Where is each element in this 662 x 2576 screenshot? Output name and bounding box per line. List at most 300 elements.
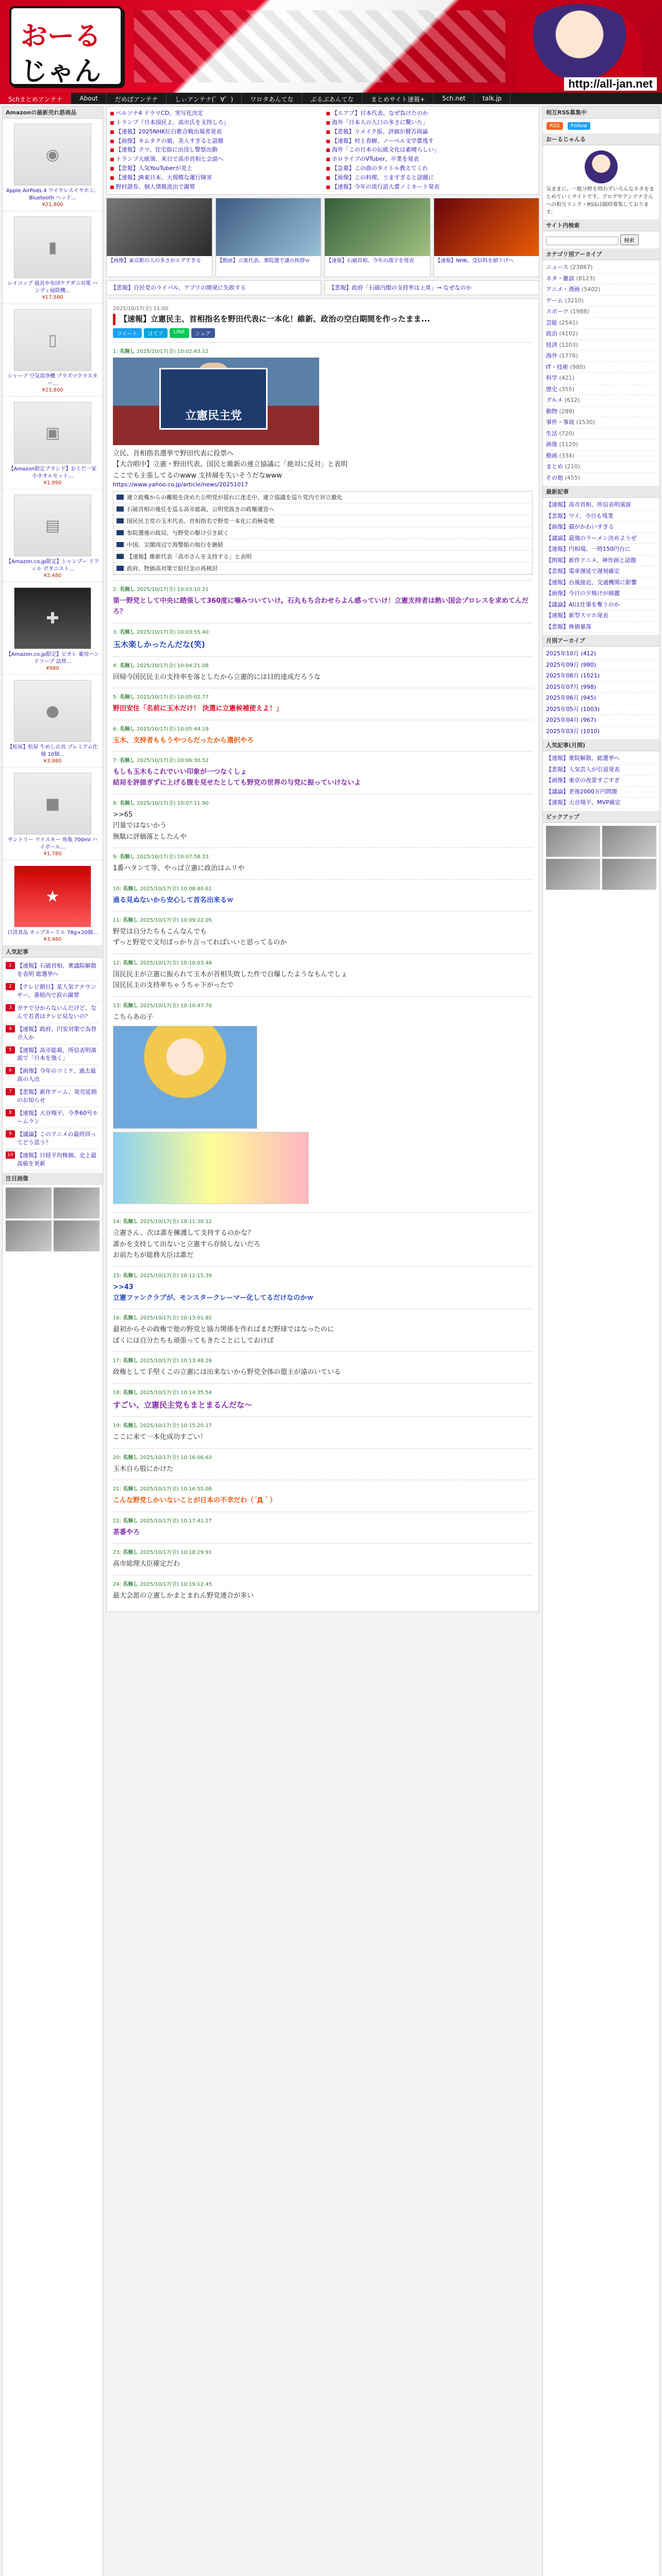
recent-item[interactable]: 【議論】最強のラーメン決めようぜ bbox=[546, 533, 656, 545]
popular-item[interactable] bbox=[6, 960, 100, 981]
popular-item-title[interactable]: 【議論】このアニメの最終回ってどう思う？ bbox=[17, 1131, 96, 1146]
category-name[interactable]: 海外 bbox=[546, 352, 557, 359]
category-item[interactable] bbox=[546, 473, 656, 484]
recent-box-title: 最新記事 bbox=[543, 486, 659, 498]
rank-number: 5 bbox=[6, 1046, 15, 1054]
share-line-button[interactable]: LINE bbox=[170, 328, 189, 338]
product-image: ▯ bbox=[14, 309, 91, 371]
amazon-ad-card[interactable] bbox=[3, 211, 103, 304]
product-price: ¥1,780 bbox=[43, 851, 62, 857]
response-number[interactable]: 6 bbox=[113, 726, 117, 732]
response-body: 立憲さん、次は誰を擁護して支持するのかな？ 誰かを支持して出ないと立憲すら存続しないだろ お前たちが総務大臣は誰だ bbox=[113, 1229, 261, 1260]
response bbox=[113, 1416, 533, 1448]
headline-link[interactable]: ■ 【速報】村上春樹、ノーベル文学賞逃す bbox=[326, 138, 536, 145]
share-hatena-button[interactable]: はてブ bbox=[144, 328, 168, 338]
product-title[interactable]: 【Amazon.co.jp限定】シャンプー リフィル ボタニスト... bbox=[6, 559, 100, 572]
product-price: ¥23,800 bbox=[42, 387, 63, 393]
category-item[interactable] bbox=[546, 417, 656, 429]
category-item[interactable] bbox=[546, 362, 656, 374]
recent-item[interactable]: 【速報】新型スマホ発表 bbox=[546, 611, 656, 622]
category-item[interactable] bbox=[546, 373, 656, 384]
related-news-title[interactable]: 国民民主党の玉木代表、首相指名で野党一本化に消極姿勢 bbox=[127, 518, 274, 525]
next-article-link[interactable]: 【悲報】政府「石破内閣の支持率は上昇」→ なぜなのか bbox=[324, 280, 539, 295]
category-name[interactable]: 科学 bbox=[546, 375, 557, 381]
prev-article-link[interactable]: 【悲報】自民党のライバル、アプリの開発に失敗する bbox=[106, 280, 321, 295]
share-twitter-button[interactable]: ツイート bbox=[113, 328, 142, 338]
category-item[interactable] bbox=[546, 329, 656, 340]
category-name[interactable]: 歴史 bbox=[546, 385, 557, 393]
featured-card[interactable] bbox=[216, 198, 322, 277]
category-count: (1203) bbox=[559, 341, 578, 348]
monthly-item[interactable]: 2025年09月 (980) bbox=[546, 660, 656, 671]
amazon-ad-card[interactable] bbox=[3, 768, 103, 860]
category-count: (5402) bbox=[581, 286, 601, 293]
category-name[interactable]: アニメ・漫画 bbox=[546, 286, 580, 293]
response-date: 2025/10/17(金) 10:08:40.61 bbox=[140, 886, 212, 892]
related-news-item[interactable] bbox=[113, 551, 532, 563]
category-name[interactable]: 政治 bbox=[546, 330, 557, 337]
search-button[interactable]: 検索 bbox=[620, 234, 639, 245]
popular-item-title[interactable]: 【テレビ朝日】某人気アナウンサー、番組内で涙の謝罪 bbox=[17, 983, 96, 998]
product-title[interactable]: レイコップ 寝具や布団ケアダニ対策 ハンディ掃除機... bbox=[7, 281, 98, 294]
site-header bbox=[0, 0, 662, 93]
response-number[interactable]: 14 bbox=[113, 1219, 120, 1225]
response-body: 野党は自分たちもこんなんでも ずっと野党で文句ばっかり言ってればいいと思ってるのか bbox=[113, 928, 287, 947]
response-date: 2025/10/17(金) 10:13:01.82 bbox=[140, 1315, 212, 1321]
category-name[interactable]: 動画 bbox=[546, 452, 557, 459]
category-count: (1776) bbox=[559, 352, 578, 359]
popular-item-title[interactable]: 【速報】石破首相、衆議院解散を表明 総選挙へ bbox=[17, 962, 96, 977]
category-name[interactable]: その他 bbox=[546, 474, 563, 481]
response-date: 2025/10/17(金) 10:05:02.77 bbox=[137, 694, 209, 701]
response-meta bbox=[113, 347, 533, 354]
recent-item[interactable]: 【速報】高市首相、所信表明演説 bbox=[546, 500, 656, 511]
search-input[interactable] bbox=[546, 236, 618, 245]
category-item[interactable] bbox=[546, 307, 656, 318]
response-sep: : bbox=[119, 1315, 123, 1321]
response-number[interactable]: 7 bbox=[113, 757, 117, 764]
featured-image bbox=[434, 198, 539, 256]
product-price: ¥2,480 bbox=[43, 573, 62, 579]
response-name: 名無し bbox=[119, 694, 135, 701]
response-date: 2025/10/17(金) 10:15:20.17 bbox=[140, 1423, 212, 1429]
category-item[interactable] bbox=[546, 318, 656, 329]
nav-item-talk[interactable]: talk.jp bbox=[474, 93, 510, 104]
headline-link[interactable]: ■ 【速報】JR東日本、大規模な運行障害 bbox=[110, 174, 320, 182]
product-price: ¥1,990 bbox=[43, 480, 62, 486]
category-item[interactable] bbox=[546, 340, 656, 351]
category-list bbox=[543, 260, 659, 486]
category-count: (1120) bbox=[559, 441, 578, 448]
response-number[interactable]: 21 bbox=[113, 1486, 120, 1493]
response-body: 野田安住「名前に玉木だけ！ 決選に立憲候補使えよ！」 bbox=[113, 705, 283, 713]
response-number[interactable]: 1 bbox=[113, 348, 117, 354]
category-count: (210) bbox=[565, 463, 581, 470]
headline-link[interactable]: ■ 【速報】クマ、住宅街に出没し警察出動 bbox=[110, 146, 320, 154]
response-sep: : bbox=[119, 1273, 123, 1279]
category-count: (612) bbox=[564, 397, 580, 403]
header-url: http://all-jan.net bbox=[564, 77, 657, 91]
response-date: 2025/10/17(金) 10:09:22.05 bbox=[140, 918, 212, 924]
pickup-box-title: ピックアップ bbox=[543, 811, 659, 823]
response-number[interactable]: 16 bbox=[113, 1315, 120, 1321]
profile-box-title: おーるじゃんる bbox=[543, 133, 659, 145]
recent-item[interactable]: 【悲報】株価暴落 bbox=[546, 622, 656, 633]
category-name[interactable]: ゲーム bbox=[546, 297, 563, 304]
response-number[interactable]: 18 bbox=[113, 1389, 120, 1396]
nav-item-about[interactable]: About bbox=[71, 93, 106, 104]
response-meta bbox=[113, 1421, 533, 1429]
response bbox=[113, 1448, 533, 1480]
product-price: ¥980 bbox=[46, 666, 59, 671]
category-item[interactable] bbox=[546, 284, 656, 296]
response-number[interactable]: 22 bbox=[113, 1518, 120, 1524]
monthly-item[interactable]: 2025年08月 (1021) bbox=[546, 671, 656, 682]
recent-item[interactable]: 【速報】円相場、一時150円台に bbox=[546, 544, 656, 555]
related-news-item[interactable] bbox=[113, 515, 532, 527]
headline-link[interactable]: ■ 【速報】2025NHK紅白歌合戦出場者発表 bbox=[110, 128, 320, 136]
response-date: 2025/10/17(金) 10:13:48.26 bbox=[140, 1358, 212, 1364]
share-buttons bbox=[113, 328, 533, 338]
popular-item-title[interactable]: 【悲報】新作ゲーム、発売延期のお知らせ bbox=[17, 1089, 97, 1104]
category-name[interactable]: 事件・事故 bbox=[546, 419, 574, 426]
nav-item-shii[interactable]: しぃアンテナ(゜∀゜) bbox=[167, 93, 242, 104]
response-number[interactable]: 8 bbox=[113, 800, 117, 806]
response-body: すごい、立憲民主党もまとまるんだな～ bbox=[113, 1400, 253, 1410]
nav-item-damepo[interactable]: だめぽアンテナ bbox=[107, 93, 167, 104]
response-name: 名無し bbox=[123, 886, 139, 892]
popular-item[interactable]: 【速報】大谷翔平、MVP確定 bbox=[546, 798, 656, 809]
popular-item-title[interactable]: 【画像】今年のコミケ、過去最高の人出 bbox=[17, 1067, 96, 1083]
product-image: ◉ bbox=[14, 124, 91, 185]
rss-button[interactable]: RSS bbox=[547, 122, 563, 130]
response bbox=[113, 1543, 533, 1574]
featured-image bbox=[107, 198, 212, 256]
response-meta bbox=[113, 852, 533, 860]
response-number[interactable]: 2 bbox=[113, 587, 117, 593]
category-name[interactable]: IT・技術 bbox=[546, 363, 568, 370]
category-count: (1988) bbox=[570, 308, 589, 315]
popular-item[interactable] bbox=[6, 1149, 100, 1171]
response-sep: : bbox=[119, 960, 123, 966]
response-number[interactable]: 5 bbox=[113, 694, 117, 701]
featured-card[interactable] bbox=[434, 198, 540, 277]
headline-link[interactable]: ■ 【画像】この料理、うますぎると話題に bbox=[326, 174, 536, 182]
response-number[interactable]: 3 bbox=[113, 629, 117, 635]
category-item[interactable] bbox=[546, 462, 656, 473]
monthly-item[interactable]: 2025年10月 (412) bbox=[546, 649, 656, 660]
product-image: ★ bbox=[14, 866, 91, 927]
response bbox=[113, 720, 533, 751]
response-number[interactable]: 23 bbox=[113, 1550, 120, 1556]
photo-thumb[interactable] bbox=[54, 1221, 100, 1251]
amazon-ad-card[interactable] bbox=[3, 489, 103, 582]
headline-link[interactable]: ■ 【悲報】リメイク版、評価が賛否両論 bbox=[326, 128, 536, 136]
category-name[interactable]: スポーツ bbox=[546, 308, 569, 315]
photo-thumb[interactable] bbox=[54, 1188, 100, 1218]
news-icon bbox=[117, 506, 124, 512]
category-name[interactable]: ニュース bbox=[546, 264, 569, 270]
popular-item[interactable] bbox=[6, 1002, 100, 1023]
left-sidebar bbox=[2, 106, 103, 2576]
response-number[interactable]: 4 bbox=[113, 663, 117, 669]
category-name[interactable]: 芸能 bbox=[546, 319, 557, 326]
category-count: (289) bbox=[559, 408, 575, 415]
popular-item[interactable]: 【議論】老後2000万円問題 bbox=[546, 787, 656, 798]
category-item[interactable] bbox=[546, 406, 656, 418]
response-name: 名無し bbox=[123, 1358, 139, 1364]
response-name: 名無し bbox=[119, 663, 135, 669]
source-link[interactable]: https://www.yahoo.co.jp/article/news/20251017 bbox=[113, 481, 249, 488]
product-title[interactable]: 日清食品 カップヌードル 78g×20個... bbox=[7, 930, 98, 936]
product-title[interactable]: シャープ 空気清浄機 プラズマクラスター... bbox=[7, 374, 98, 386]
response-sep: : bbox=[116, 348, 120, 354]
monthly-item[interactable]: 2025年06月 (945) bbox=[546, 693, 656, 704]
recent-item[interactable]: 【画像】今日の夕焼けが綺麗 bbox=[546, 588, 656, 600]
response-number[interactable]: 10 bbox=[113, 886, 120, 892]
amazon-box-title: Amazonの最新売れ筋商品 bbox=[3, 107, 103, 118]
popular-item[interactable]: 【悲報】人気芸人が引退発表 bbox=[546, 765, 656, 776]
amazon-ad-card[interactable] bbox=[3, 118, 103, 211]
response bbox=[113, 911, 533, 954]
news-photo bbox=[113, 358, 319, 445]
response-image-2 bbox=[113, 1132, 309, 1204]
amazon-ad-card[interactable] bbox=[3, 397, 103, 489]
response-date: 2025/10/17(金) 10:12:15.39 bbox=[140, 1273, 212, 1279]
site-logo[interactable] bbox=[9, 6, 123, 86]
pickup-thumb[interactable] bbox=[602, 826, 656, 857]
category-count: (455) bbox=[565, 474, 581, 481]
recent-item[interactable]: 【議論】AIは仕事を奪うのか bbox=[546, 600, 656, 611]
response bbox=[113, 954, 533, 996]
category-name[interactable]: 動物 bbox=[546, 408, 557, 415]
monthly-item[interactable]: 2025年05月 (1003) bbox=[546, 704, 656, 716]
follow-button[interactable]: Follow bbox=[568, 122, 590, 130]
response-sep: : bbox=[119, 1550, 123, 1556]
photo-thumb[interactable] bbox=[6, 1221, 52, 1251]
popular-item[interactable] bbox=[6, 1128, 100, 1149]
nav-item-antenna[interactable]: 5chまとめアンテナ bbox=[0, 93, 71, 104]
related-news-item[interactable] bbox=[113, 527, 532, 539]
product-title[interactable]: 【Amazon限定ブランド】おくだ一家 小タオルセット... bbox=[8, 466, 97, 479]
category-count: (980) bbox=[570, 363, 586, 370]
headline-link[interactable]: ■ 【エアプ】日本代表、なぜ負けたのか bbox=[326, 110, 536, 117]
product-title[interactable]: 【Amazon.co.jp限定】ビオレ 薬用ハンドソープ 詰替... bbox=[6, 652, 100, 665]
category-item[interactable] bbox=[546, 296, 656, 307]
category-item[interactable] bbox=[546, 451, 656, 462]
response-sep: : bbox=[116, 587, 120, 593]
category-count: (23867) bbox=[570, 264, 593, 270]
response-name: 名無し bbox=[123, 1550, 139, 1556]
response bbox=[113, 794, 533, 848]
response-body: 国民民主が立憲に振られて玉木が首相失敗した件で自爆したようなもんでしょ 国民民主の支持率ちゃうちゃ下がったで bbox=[113, 970, 348, 990]
news-icon bbox=[117, 518, 124, 523]
response-name: 名無し bbox=[123, 960, 139, 966]
response-meta bbox=[113, 1001, 533, 1009]
response-name: 名無し bbox=[123, 1273, 139, 1279]
category-item[interactable] bbox=[546, 429, 656, 440]
response-number[interactable]: 20 bbox=[113, 1454, 120, 1461]
popular-item-title[interactable]: 【速報】高市総裁、所信表明演説で「日本を強く」 bbox=[17, 1046, 96, 1062]
response-number[interactable]: 13 bbox=[113, 1003, 120, 1009]
response-name: 名無し bbox=[123, 1315, 139, 1321]
category-count: (4102) bbox=[559, 330, 578, 337]
featured-image bbox=[325, 198, 430, 256]
response-sep: : bbox=[116, 663, 120, 669]
related-news-item[interactable] bbox=[113, 539, 532, 551]
share-facebook-button[interactable]: シェア bbox=[191, 328, 215, 338]
product-image: ✚ bbox=[14, 587, 91, 649]
category-item[interactable] bbox=[546, 262, 656, 274]
category-name[interactable]: ネタ・雑談 bbox=[546, 275, 574, 282]
related-news-title[interactable]: 石破首相の後任を巡る高市総裁、公明党抜きの政権運営へ bbox=[127, 506, 274, 513]
response-date: 2025/10/17(金) 10:02:43.12 bbox=[137, 348, 209, 354]
recent-item[interactable]: 【悲報】ワイ、今日も残業 bbox=[546, 511, 656, 522]
category-name[interactable]: 画像 bbox=[546, 441, 557, 448]
headline-link[interactable]: ■ 【悲報】人気YouTuberが炎上 bbox=[110, 165, 320, 173]
amazon-ad-card[interactable] bbox=[3, 304, 103, 397]
popular-item-title[interactable]: 【速報】大谷翔平、今季60号ホームラン bbox=[17, 1110, 98, 1125]
category-item[interactable] bbox=[546, 439, 656, 451]
related-news-item[interactable] bbox=[113, 492, 532, 503]
response-body: 回帰今国民民主の支持率を落としたから立憲的には目的達成だろうな bbox=[113, 673, 321, 681]
response-number[interactable]: 17 bbox=[113, 1358, 120, 1364]
response-date: 2025/10/17(金) 10:03:10.21 bbox=[137, 587, 209, 593]
headline-list bbox=[106, 106, 539, 195]
popular-item[interactable]: 【画像】東京の夜景すごすぎ bbox=[546, 775, 656, 787]
response-number[interactable]: 24 bbox=[113, 1581, 120, 1587]
popular-item[interactable] bbox=[6, 1023, 100, 1044]
response-date: 2025/10/17(金) 10:17:41.27 bbox=[140, 1518, 212, 1524]
response-body: >>65 円量ではないかう 無駄に評価落としたんや bbox=[113, 810, 187, 841]
featured-card[interactable] bbox=[324, 198, 431, 277]
response-sep: : bbox=[116, 854, 120, 860]
related-news-item[interactable] bbox=[113, 563, 532, 574]
headline-link[interactable]: ■ 【急募】この曲のタイトル教えてくれ bbox=[326, 165, 536, 173]
recent-item[interactable]: 【画像】猫がかわいすぎる bbox=[546, 522, 656, 533]
popular-monthly-title: 人気記事(月間) bbox=[543, 739, 659, 751]
category-item[interactable] bbox=[546, 274, 656, 285]
popular-item-title[interactable]: ガチで分からないんだけど、なんで若者はテレビ見ないの？ bbox=[17, 1004, 96, 1020]
response-body: もしも玉木もこれでいい印象が一つなくしょ 結局を評価ぎずに上げる腹を見せたとしても野党の世界の与党に振っていけないよ bbox=[113, 768, 361, 787]
photo-thumb[interactable] bbox=[6, 1188, 52, 1218]
amazon-ad-card[interactable] bbox=[3, 860, 103, 946]
headline-link[interactable]: ■ トランプ大統領、来日で高市首相と会談へ bbox=[110, 156, 320, 163]
related-news-title[interactable]: 中国、尖閣周辺で海警船の航行を継続 bbox=[127, 541, 223, 549]
popular-item[interactable]: 【速報】衆院解散、総選挙へ bbox=[546, 753, 656, 765]
response-meta bbox=[113, 799, 533, 806]
popular-item-title[interactable]: 【速報】日経平均株価、史上最高値を更新 bbox=[17, 1151, 96, 1167]
nav-item-warota[interactable]: ワロタあんてな bbox=[242, 93, 302, 104]
response-body: 立民、首相指名選挙で野田代表に投票へ 【大合唱中】立憲・野田代表、国民と維新の連立協議に「絶対に反対」と表明 ここでも主張してるのwww 支持層を失いそうだなwww bbox=[113, 449, 348, 480]
popular-item[interactable] bbox=[6, 1065, 100, 1086]
headline-link[interactable]: ■ 【画像】キムタクの娘、美人すぎると話題 bbox=[110, 138, 320, 145]
pickup-thumb[interactable] bbox=[602, 859, 656, 890]
recent-item[interactable]: 【速報】台風接近、交通機関に影響 bbox=[546, 578, 656, 589]
monthly-item[interactable]: 2025年04月 (967) bbox=[546, 715, 656, 726]
product-title[interactable]: Apple AirPods 4 ワイヤレスイヤホン、Bluetooth ヘッド... bbox=[6, 188, 99, 201]
response-number[interactable]: 9 bbox=[113, 854, 117, 860]
recent-item[interactable]: 【悲報】電車遅延で遅刻確定 bbox=[546, 566, 656, 578]
response-number[interactable]: 15 bbox=[113, 1273, 120, 1279]
related-news-title[interactable]: 連立政権からの離脱を決めた公明党が揺れに迷走中、連立協議を巡り党内で対立激化 bbox=[127, 494, 342, 501]
product-title[interactable]: サントリー ウイスキー 角瓶 700ml ハイボール... bbox=[8, 837, 97, 850]
headline-link[interactable]: ■ 【速報】今年の流行語大賞ノミネート発表 bbox=[326, 183, 536, 191]
amazon-ad-card[interactable] bbox=[3, 675, 103, 768]
response-sep: : bbox=[119, 1518, 123, 1524]
monthly-item[interactable]: 2025年03月 (1010) bbox=[546, 726, 656, 738]
product-image: ▤ bbox=[14, 495, 91, 556]
response-meta bbox=[113, 724, 533, 732]
rank-number: 6 bbox=[6, 1067, 15, 1074]
headline-link[interactable]: ■ 海外「この日本の伝統文化は素晴らしい」 bbox=[326, 146, 536, 154]
response-body: 玉木、支持者ももうやつらだったから選択やろ bbox=[113, 736, 254, 744]
headline-link[interactable]: ■ トランプ『日本国民よ、高市氏を支持しろ』 bbox=[110, 119, 320, 127]
related-news-item[interactable] bbox=[113, 503, 532, 515]
response-number[interactable]: 19 bbox=[113, 1423, 120, 1429]
response-body: 最大会派の立憲しかまとまれん野党連合が多い bbox=[113, 1591, 254, 1600]
monthly-item[interactable]: 2025年07月 (998) bbox=[546, 682, 656, 693]
response-meta bbox=[113, 628, 533, 635]
response-number[interactable]: 12 bbox=[113, 960, 120, 966]
headline-link[interactable]: ■ 海外「日本人の人口の多さに驚いた」 bbox=[326, 119, 536, 127]
popular-item[interactable] bbox=[6, 981, 100, 1002]
right-sidebar bbox=[542, 106, 660, 2576]
popular-item[interactable] bbox=[6, 1044, 100, 1065]
headline-link[interactable]: ■ ペルソナ4 ドラマCD、実写化決定 bbox=[110, 110, 320, 117]
response-name: 名無し bbox=[119, 800, 135, 806]
nav-item-buruburu[interactable]: ぶるぶあんてな bbox=[302, 93, 362, 104]
response-date: 2025/10/17(金) 10:07:11.90 bbox=[137, 800, 209, 806]
response-sep: : bbox=[119, 1454, 123, 1461]
category-name[interactable]: 生活 bbox=[546, 430, 557, 437]
category-name[interactable]: まとめ bbox=[546, 463, 563, 470]
product-title[interactable]: 【松屋】松屋 牛めしの具 プレミアム仕様 10個... bbox=[7, 744, 98, 757]
response bbox=[113, 1351, 533, 1383]
related-news-title[interactable]: 参院選後の政局、与野党の駆け引き続く bbox=[127, 530, 229, 537]
category-item[interactable] bbox=[546, 395, 656, 406]
popular-item[interactable] bbox=[6, 1107, 100, 1128]
recent-item[interactable]: 【朗報】新作アニメ、神作画と話題 bbox=[546, 555, 656, 567]
response-meta bbox=[113, 1580, 533, 1587]
category-item[interactable] bbox=[546, 384, 656, 396]
headline-link[interactable]: ■ ホロライブのVTuber、卒業を発表 bbox=[326, 156, 536, 163]
pickup-thumb[interactable] bbox=[546, 826, 600, 857]
amazon-ad-card[interactable] bbox=[3, 582, 103, 675]
response bbox=[113, 751, 533, 794]
response-date: 2025/10/17(金) 10:06:30.52 bbox=[137, 757, 209, 764]
related-news-title[interactable]: 政府、物価高対策で給付金の再検討 bbox=[127, 565, 218, 572]
category-item[interactable] bbox=[546, 351, 656, 362]
popular-item-title[interactable]: 【速報】政府、円安対策で為替介入か bbox=[17, 1025, 96, 1041]
prev-next-links bbox=[106, 280, 539, 295]
related-news-title[interactable]: 【速報】維新代表「高市さんを支持する」と表明 bbox=[127, 553, 252, 561]
response-name: 名無し bbox=[123, 1219, 139, 1225]
headline-link[interactable]: ■ 野村證券、個人情報流出で謝罪 bbox=[110, 183, 320, 191]
nav-item-5ch[interactable]: 5ch.net bbox=[434, 93, 474, 104]
pickup-thumb[interactable] bbox=[546, 859, 600, 890]
category-name[interactable]: 経済 bbox=[546, 341, 557, 348]
nav-item-matome[interactable]: まとめサイト速報+ bbox=[362, 93, 434, 104]
popular-item[interactable] bbox=[6, 1086, 100, 1107]
response-name: 名無し bbox=[123, 918, 139, 924]
category-name[interactable]: グルメ bbox=[546, 397, 563, 403]
main-content bbox=[106, 106, 539, 2576]
response-number[interactable]: 11 bbox=[113, 918, 120, 924]
response-body: 政権として手堅くこの立憲には出来ないから野党全体の盟主が遠のいている bbox=[113, 1368, 341, 1377]
product-image: ● bbox=[14, 680, 91, 742]
featured-card[interactable] bbox=[106, 198, 212, 277]
